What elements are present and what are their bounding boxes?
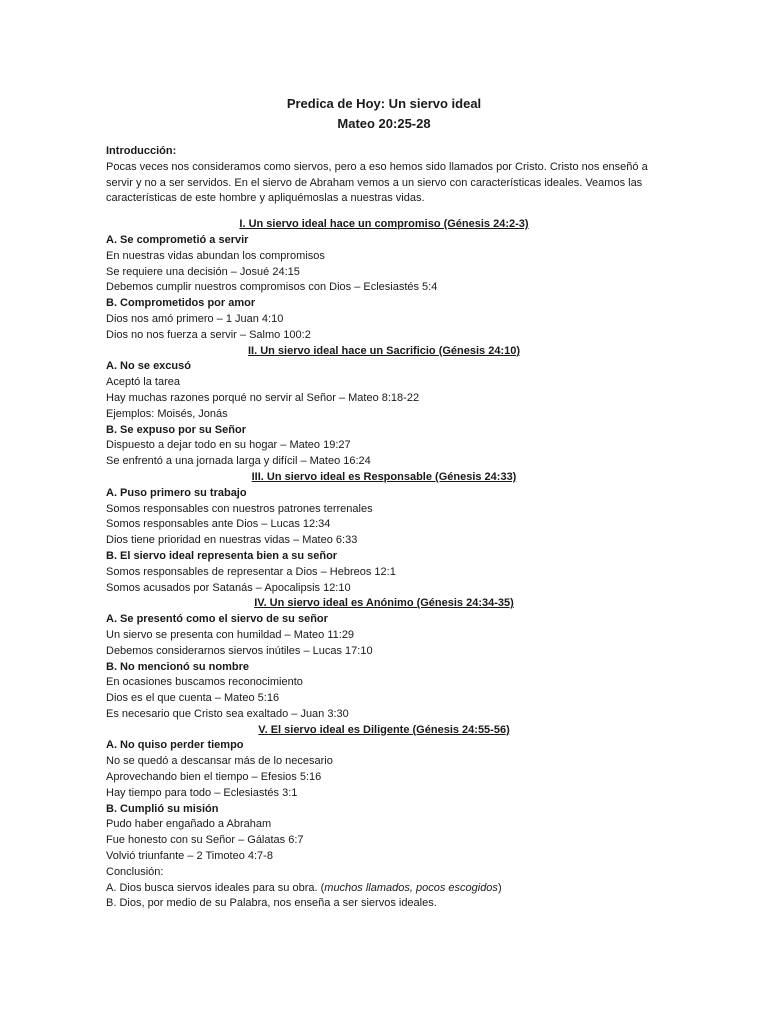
section-heading: I. Un siervo ideal hace un compromiso (Génesis 24:2-3) bbox=[239, 218, 529, 231]
sub-heading: A. Se presentó como el siervo de su señor bbox=[106, 613, 328, 626]
outline-line: Ejemplos: Moisés, Jonás bbox=[106, 407, 228, 420]
sub-heading: A. Se comprometió a servir bbox=[106, 233, 249, 246]
outline-line: En ocasiones buscamos reconocimiento bbox=[106, 676, 303, 689]
section-heading: V. El siervo ideal es Diligente (Génesis 24:55-56) bbox=[258, 723, 510, 736]
outline-line: Somos responsables con nuestros patrones terrenales bbox=[106, 502, 373, 515]
outline-line: Aprovechando bien el tiempo – Efesios 5:16 bbox=[106, 771, 322, 784]
outline-line: Somos responsables ante Dios – Lucas 12:34 bbox=[106, 518, 331, 531]
section-heading: IV. Un siervo ideal es Anónimo (Génesis 24:34-35) bbox=[254, 597, 514, 610]
outline-line: Somos acusados por Satanás – Apocalipsis 12:10 bbox=[106, 581, 351, 594]
section-heading: III. Un siervo ideal es Responsable (Génesis 24:33) bbox=[251, 470, 517, 483]
scripture-reference: Mateo 20:25-28 bbox=[337, 116, 431, 131]
outline-line: Se enfrentó a una jornada larga y difícil – Mateo 16:24 bbox=[106, 455, 371, 468]
sub-heading: A. No quiso perder tiempo bbox=[106, 739, 244, 752]
outline-line: Dios tiene prioridad en nuestras vidas – Mateo 6:33 bbox=[106, 534, 358, 547]
outline-line: Dios es el que cuenta – Mateo 5:16 bbox=[106, 692, 280, 705]
document-title: Predica de Hoy: Un siervo ideal bbox=[286, 96, 482, 111]
conclusion-line-a bbox=[106, 881, 662, 897]
intro-heading: Introducción: bbox=[106, 145, 177, 157]
intro-paragraph: Pocas veces nos consideramos como siervos, pero a eso hemos sido llamados por Cristo. Cristo nos enseñó a servir y no a ser servidos. En el siervo de Abraham vemos a un siervo con características ideales. Veamos las características de este hombre y apliquémoslas a nuestras vidas. bbox=[106, 160, 648, 205]
sermon-document bbox=[106, 94, 662, 912]
outline-line: Hay muchas razones porqué no servir al Señor – Mateo 8:18-22 bbox=[106, 391, 420, 404]
sub-heading: B. Comprometidos por amor bbox=[106, 297, 256, 310]
sub-heading: B. Se expuso por su Señor bbox=[106, 423, 246, 436]
outline-line: Hay tiempo para todo – Eclesiastés 3:1 bbox=[106, 786, 298, 799]
outline-line: Volvió triunfante – 2 Timoteo 4:7-8 bbox=[106, 850, 273, 863]
outline-line: Dios nos amó primero – 1 Juan 4:10 bbox=[106, 312, 284, 325]
sub-heading: A. Puso primero su trabajo bbox=[106, 486, 247, 499]
outline-line: Fue honesto con su Señor – Gálatas 6:7 bbox=[106, 834, 304, 847]
outline-line: Pudo haber engañado a Abraham bbox=[106, 818, 272, 831]
outline-line: Dispuesto a dejar todo en su hogar – Mateo 19:27 bbox=[106, 439, 351, 452]
conclusion-a-italic: muchos llamados, pocos escogidos bbox=[324, 881, 498, 894]
outline-line: Un siervo se presenta con humildad – Mateo 11:29 bbox=[106, 628, 355, 641]
outline-line: Dios no nos fuerza a servir – Salmo 100:2 bbox=[106, 328, 311, 341]
section-heading: II. Un siervo ideal hace un Sacrificio (Génesis 24:10) bbox=[247, 344, 521, 357]
outline-line: Debemos cumplir nuestros compromisos con Dios – Eclesiastés 5:4 bbox=[106, 281, 438, 294]
sub-heading: B. No mencionó su nombre bbox=[106, 660, 250, 673]
conclusion-line-b: B. Dios, por medio de su Palabra, nos enseña a ser siervos ideales. bbox=[106, 897, 437, 910]
sub-heading: B. Cumplió su misión bbox=[106, 802, 219, 815]
outline-line: Somos responsables de representar a Dios – Hebreos 12:1 bbox=[106, 565, 396, 578]
conclusion-a-close: ) bbox=[497, 881, 502, 894]
sub-heading: B. El siervo ideal representa bien a su señor bbox=[106, 549, 338, 562]
outline-line: Se requiere una decisión – Josué 24:15 bbox=[106, 265, 300, 278]
conclusion-a-text: A. Dios busca siervos ideales para su obra. ( bbox=[106, 881, 325, 894]
outline-line: Es necesario que Cristo sea exaltado – Juan 3:30 bbox=[106, 707, 349, 720]
outline-line: Debemos considerarnos siervos inútiles – Lucas 17:10 bbox=[106, 644, 373, 657]
conclusion-heading: Conclusión: bbox=[106, 865, 164, 878]
outline-line: En nuestras vidas abundan los compromisos bbox=[106, 249, 325, 262]
outline-line: Aceptó la tarea bbox=[106, 376, 180, 389]
outline-line: No se quedó a descansar más de lo necesario bbox=[106, 755, 333, 768]
sub-heading: A. No se excusó bbox=[106, 360, 191, 373]
